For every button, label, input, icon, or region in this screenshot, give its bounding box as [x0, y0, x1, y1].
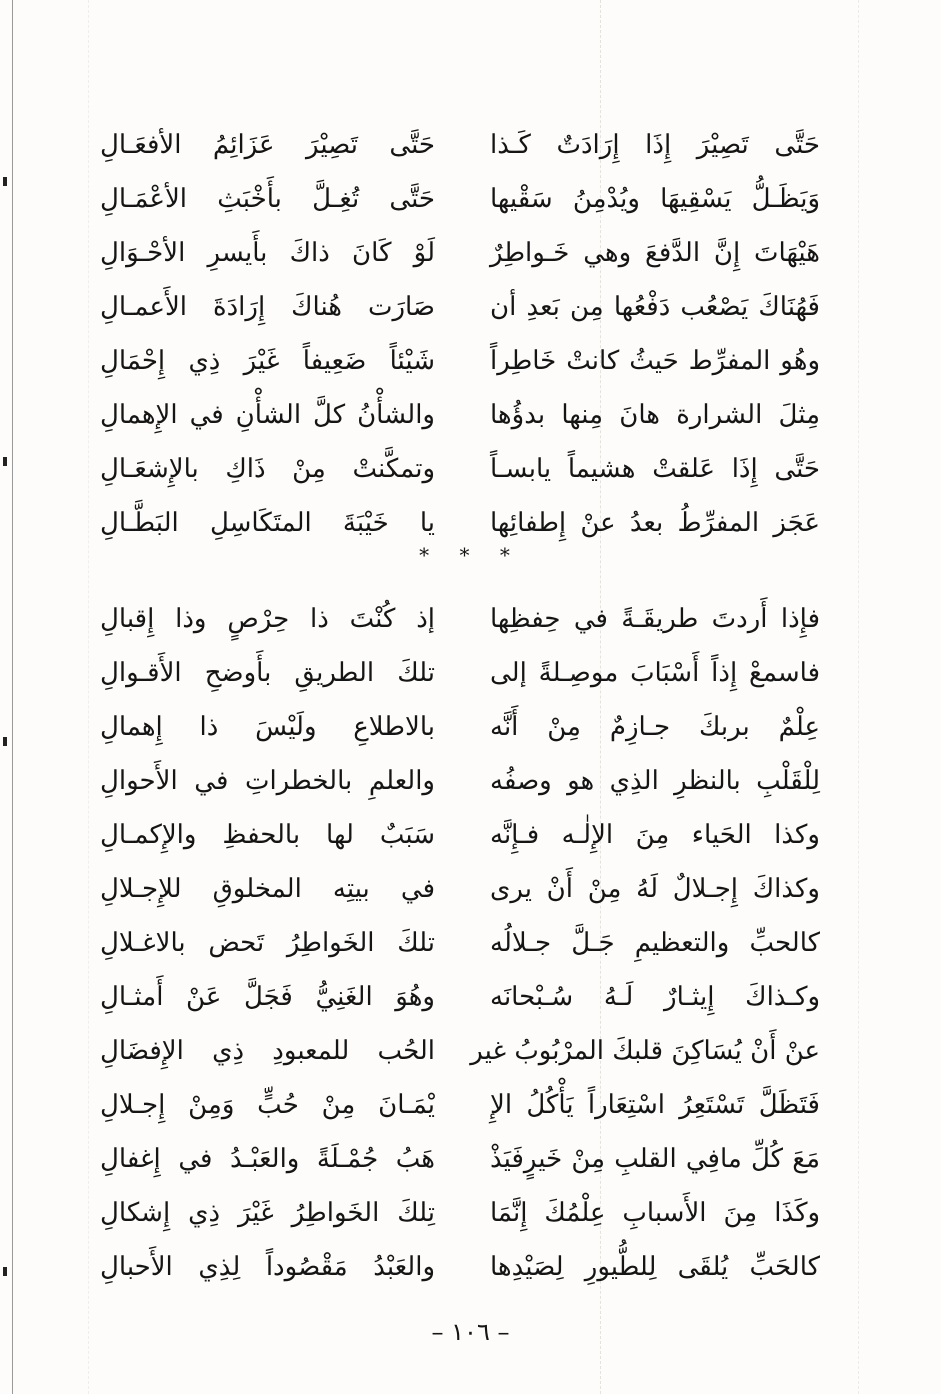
- first-hemistich: فَتَظَلَّ تَسْتَعِرُ اسْتِعَاراً يَأْكُلُ الإِ: [490, 1090, 820, 1120]
- second-hemistich: والشأْنُ كلَّ الشأْنِ في الإِهمالِ: [100, 400, 435, 430]
- verse-line: [100, 334, 820, 388]
- verse-line: [100, 862, 820, 916]
- second-hemistich: وهُوَ الغَنِيُّ فَجَلَّ عَنْ أَمثـالِ: [100, 982, 435, 1012]
- first-hemistich: فاسمعْ إِذاً أَسْبَابَ موصِـلةً إلى: [490, 658, 820, 688]
- second-hemistich: والعلمِ بالخطراتِ في الأَحوالِ: [100, 766, 435, 796]
- second-hemistich: لَوْ كَانَ ذاكَ بأَيسرِ الأحْـوَالِ: [100, 238, 435, 268]
- verse-line: [100, 592, 820, 646]
- second-hemistich: في بيتِه المخلوقِ للإِجـلالِ: [100, 874, 435, 904]
- margin-mark: [3, 1267, 7, 1276]
- second-hemistich: شَيْئاً ضَعِيفاً غَيْرَ ذِي إِحْمَالِ: [100, 346, 435, 376]
- first-hemistich: وكذاكَ إِجـلالٌ لَهُ مِنْ أَنْ يرى: [490, 874, 820, 904]
- second-hemistich: يا خَيْبَةَ المتَكَاسِلِ البَطَّـالِ: [100, 508, 435, 538]
- second-hemistich: وتمكَّنتْ مِنْ ذَاكِ بالإِشعَـالِ: [100, 454, 435, 484]
- second-hemistich: حَتَّى تَصِيْرَ عَزَائِمُ الأفعَـالِ: [100, 130, 435, 160]
- verse-line: [100, 916, 820, 970]
- first-hemistich: وَيَظَـلُّ يَسْقِيهَا ويُدْمِنُ سَقْيها: [490, 184, 820, 214]
- second-hemistich: تلكَ الطريقِ بأَوضحِ الأَقـوالِ: [100, 658, 435, 688]
- verse-line: [100, 442, 820, 496]
- poem-stanza-two: [100, 592, 820, 1294]
- margin-mark: [3, 177, 7, 186]
- verse-line: [100, 496, 820, 550]
- page-number: – ١٠٦ –: [431, 1318, 510, 1346]
- verse-line: [100, 1240, 820, 1294]
- first-hemistich: حَتَّى تَصِيْرَ إِذَا إِرَادَتٌ كَـذا: [490, 130, 820, 160]
- verse-line: [100, 970, 820, 1024]
- verse-line: [100, 226, 820, 280]
- second-hemistich: هَبُ جُمْـلَةً والعَبْـدُ في إِغفالِ: [100, 1144, 435, 1174]
- second-hemistich: تلكَ الخَواطِرُ تَحض بالاغـلالِ: [100, 928, 435, 958]
- verse-line: [100, 118, 820, 172]
- first-hemistich: وكَذَا مِنَ الأَسبابِ عِلْمُكَ إِنَّمَا: [490, 1198, 820, 1228]
- verse-line: [100, 1186, 820, 1240]
- first-hemistich: مَعَ كُلِّ مافِي القلبِ مِنْ خَيرٍفَيَذْ: [490, 1144, 820, 1174]
- verse-line: [100, 280, 820, 334]
- verse-line: [100, 700, 820, 754]
- second-hemistich: صَارَت هُناكَ إِرَادَةَ الأَعمـالِ: [100, 292, 435, 322]
- second-hemistich: إذ كُنْتَ ذا حِرْصٍ وذا إِقبالِ: [100, 604, 435, 634]
- margin-mark: [3, 737, 7, 746]
- second-hemistich: الحُب للمعبودِ ذِي الإِفضَالِ: [100, 1036, 435, 1066]
- first-hemistich: لِلْقَلْبِ بالنظرِ الذِي هو وصفُه: [490, 766, 820, 796]
- first-hemistich: فَهُنَاكَ يَصْعُب دَفْعُها مِن بَعدِ أن: [490, 292, 820, 322]
- verse-line: [100, 754, 820, 808]
- margin-mark: [3, 457, 7, 466]
- second-hemistich: والعَبْدُ مَقْصُوداً لِذِي الأَحبالِ: [100, 1252, 435, 1282]
- scan-fold-line: [88, 0, 89, 1394]
- verse-line: [100, 1024, 820, 1078]
- second-hemistich: يْمَـانَ مِنْ حُبٍّ وَمِنْ إِجـلالِ: [100, 1090, 435, 1120]
- first-hemistich: عنْ أَنْ يُسَاكِنَ قلبكَ المرْبُوبُ غير: [470, 1036, 820, 1066]
- verse-line: [100, 388, 820, 442]
- verse-line: [100, 646, 820, 700]
- page-margin-line: [12, 0, 13, 1394]
- first-hemistich: حَتَّى إِذَا عَلقتْ هشيماً يابسـاً: [490, 454, 820, 484]
- first-hemistich: عَجَز المفرِّطُ بعدُ عنْ إِطفائِها: [490, 508, 820, 538]
- section-separator: * * *: [419, 543, 522, 567]
- first-hemistich: وكـذاكَ إِيثـارٌ لَـهُ سُـبْحانَه: [490, 982, 820, 1012]
- first-hemistich: وكذا الحَياء مِنَ الإِلٰـه فـإِنَّه: [490, 820, 820, 850]
- first-hemistich: كالحَبِّ يُلقَى لِلطُّيورِ لِصَيْدِها: [490, 1252, 820, 1282]
- first-hemistich: هَيْهَاتَ إِنَّ الدَّفعَ وهي خَـواطِرٌ: [490, 238, 820, 268]
- first-hemistich: كالحبِّ والتعظيمِ جَـلَّ جـلالُه: [490, 928, 820, 958]
- first-hemistich: مِثلَ الشرارة هانَ مِنها بدؤُها: [490, 400, 820, 430]
- first-hemistich: وهُو المفرِّط حَيثُ كانتْ خَاطِراً: [490, 346, 820, 376]
- poem-stanza-one: [100, 118, 820, 550]
- verse-line: [100, 172, 820, 226]
- verse-line: [100, 1078, 820, 1132]
- first-hemistich: عِلْمٌ بربكَ جـازِمٌ مِنْ أَنَّه: [490, 712, 820, 742]
- verse-line: [100, 808, 820, 862]
- second-hemistich: حَتَّى تُغِـلَّ بأَخْبَثِ الأعْمَـالِ: [100, 184, 435, 214]
- first-hemistich: فإِذا أَردتَ طريقَـةً في حِفظِها: [490, 604, 820, 634]
- verse-line: [100, 1132, 820, 1186]
- second-hemistich: سَبَبٌ لها بالحفظِ والإِكمـالِ: [100, 820, 435, 850]
- scan-fold-line: [858, 0, 859, 1394]
- second-hemistich: تِلكَ الخَواطِرُ غَيْرَ ذِي إِشكالِ: [100, 1198, 435, 1228]
- second-hemistich: بالاطلاعِ ولَيْسَ ذا إِهمالِ: [100, 712, 435, 742]
